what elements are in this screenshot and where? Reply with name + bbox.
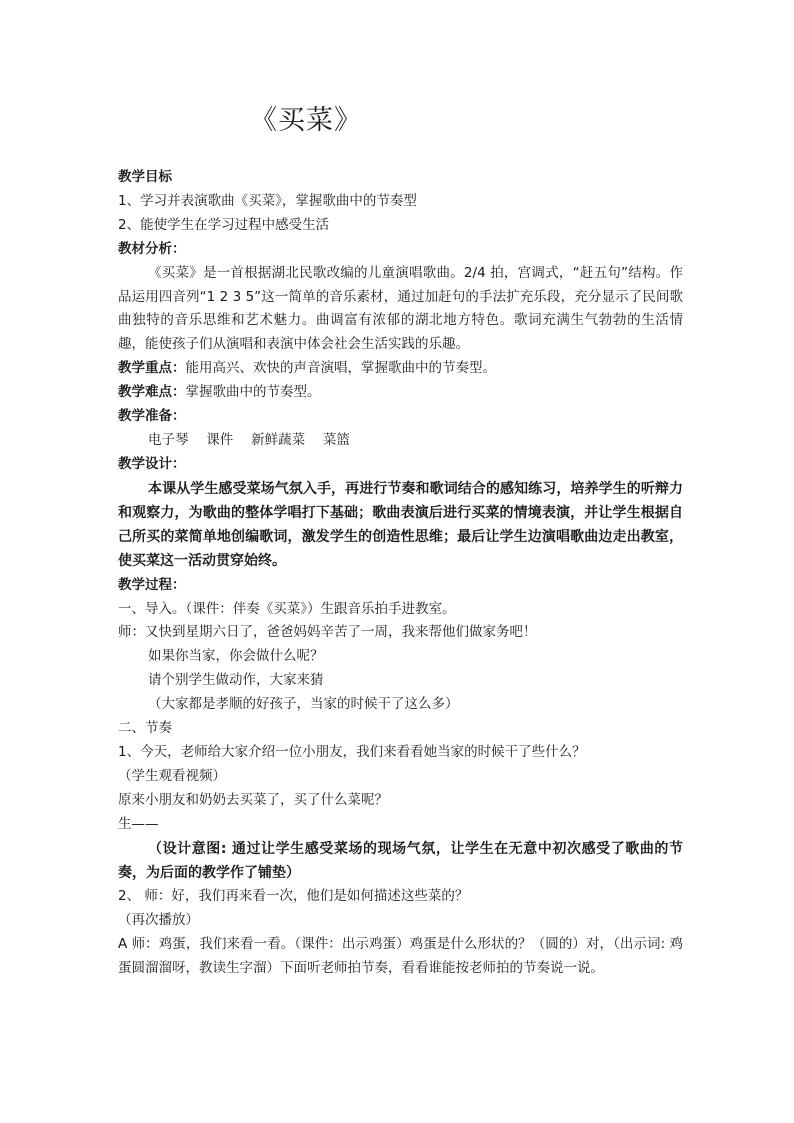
- objective-item-2: 2、能使学生在学习过程中感受生活: [118, 216, 330, 233]
- design-heading: 教学设计：: [118, 455, 186, 472]
- process-line-3: 如果你当家，你会做什么呢？: [148, 648, 324, 665]
- process-heading: 教学过程：: [118, 576, 186, 593]
- analysis-heading: 教材分析：: [118, 240, 186, 257]
- process-line-8: （学生观看视频）: [118, 767, 226, 784]
- process-line-9: 原来小朋友和奶奶去买菜了，买了什么菜呢？: [118, 791, 388, 808]
- difficulty-label: 教学难点：: [118, 384, 186, 401]
- document-title: 《买菜》: [250, 105, 362, 136]
- process-line-12: （再次播放）: [118, 911, 199, 928]
- key-point-label: 教学重点：: [118, 360, 186, 377]
- design-paragraph: 本课从学生感受菜场气氛入手，再进行节奏和歌词结合的感知练习，培养学生的听辩力和观察力，为歌曲的整体学唱打下基础；歌曲表演后进行买菜的情境表演，并让学生根据自己所买的菜简单地创编歌词，激发学生的创造性思维；最后让学生边演唱歌曲边走出教室，使买菜这一活动贯穿始终。: [118, 480, 683, 570]
- process-line-7: 1、今天，老师给大家介绍一位小朋友，我们来看看她当家的时候干了些什么？: [118, 743, 586, 760]
- difficulty-line: [118, 381, 683, 405]
- difficulty-text: 掌握歌曲中的节奏型。: [185, 384, 321, 401]
- process-line-2: 师：又快到星期六日了，爸爸妈妈辛苦了一周，我来帮他们做家务吧！: [118, 624, 537, 641]
- preparation-heading: 教学准备：: [118, 408, 186, 425]
- objective-item-1: 1、学习并表演歌曲《买菜》，掌握歌曲中的节奏型: [118, 192, 417, 209]
- document-body: [118, 166, 683, 981]
- design-intent-note: （设计意图: 通过让学生感受菜场的现场气氛，让学生在无意中初次感受了歌曲的节奏，为后面的教学作了铺垫）: [118, 840, 683, 881]
- analysis-paragraph: 《买菜》是一首根据湖北民歌改编的儿童演唱歌曲。2/4 拍，宫调式，“赶五句”结构。作品运用四音列“1 2 3 5”这一简单的音乐素材，通过加赶句的手法扩充乐段，充分显示了民间歌曲独特的音乐思维和艺术魅力。曲调富有浓郁的湖北地方特色。歌词充满生气勃勃的生活情趣，能使孩子们从演唱和表演中体会社会生活实践的乐趣。: [118, 264, 683, 353]
- process-line-5: （大家都是孝顺的好孩子，当家的时候干了这么多）: [148, 696, 459, 713]
- process-final-paragraph: A 师：鸡蛋，我们来看一看。（课件：出示鸡蛋）鸡蛋是什么形状的？（圆的）对，（出示词: 鸡蛋圆溜溜呀，教读生字溜）下面听老师拍节奏，看看谁能按老师拍的节奏说一说。: [118, 935, 683, 976]
- process-line-11: 2、 师：好，我们再来看一次，他们是如何描述这些菜的？: [118, 887, 469, 904]
- preparation-items: 电子琴 课件 新鲜蔬菜 菜篮: [148, 431, 350, 448]
- process-line-10: 生——: [118, 815, 159, 832]
- key-point-line: [118, 357, 683, 381]
- process-line-1: 一、导入。（课件：伴奏《买菜》）生跟音乐拍手进教室。: [118, 600, 456, 617]
- process-line-6: 二、节奏: [118, 720, 172, 737]
- process-line-4: 请个别学生做动作，大家来猜: [148, 672, 324, 689]
- objectives-heading: 教学目标: [118, 169, 172, 185]
- key-point-text: 能用高兴、欢快的声音演唱，掌握歌曲中的节奏型。: [185, 360, 496, 377]
